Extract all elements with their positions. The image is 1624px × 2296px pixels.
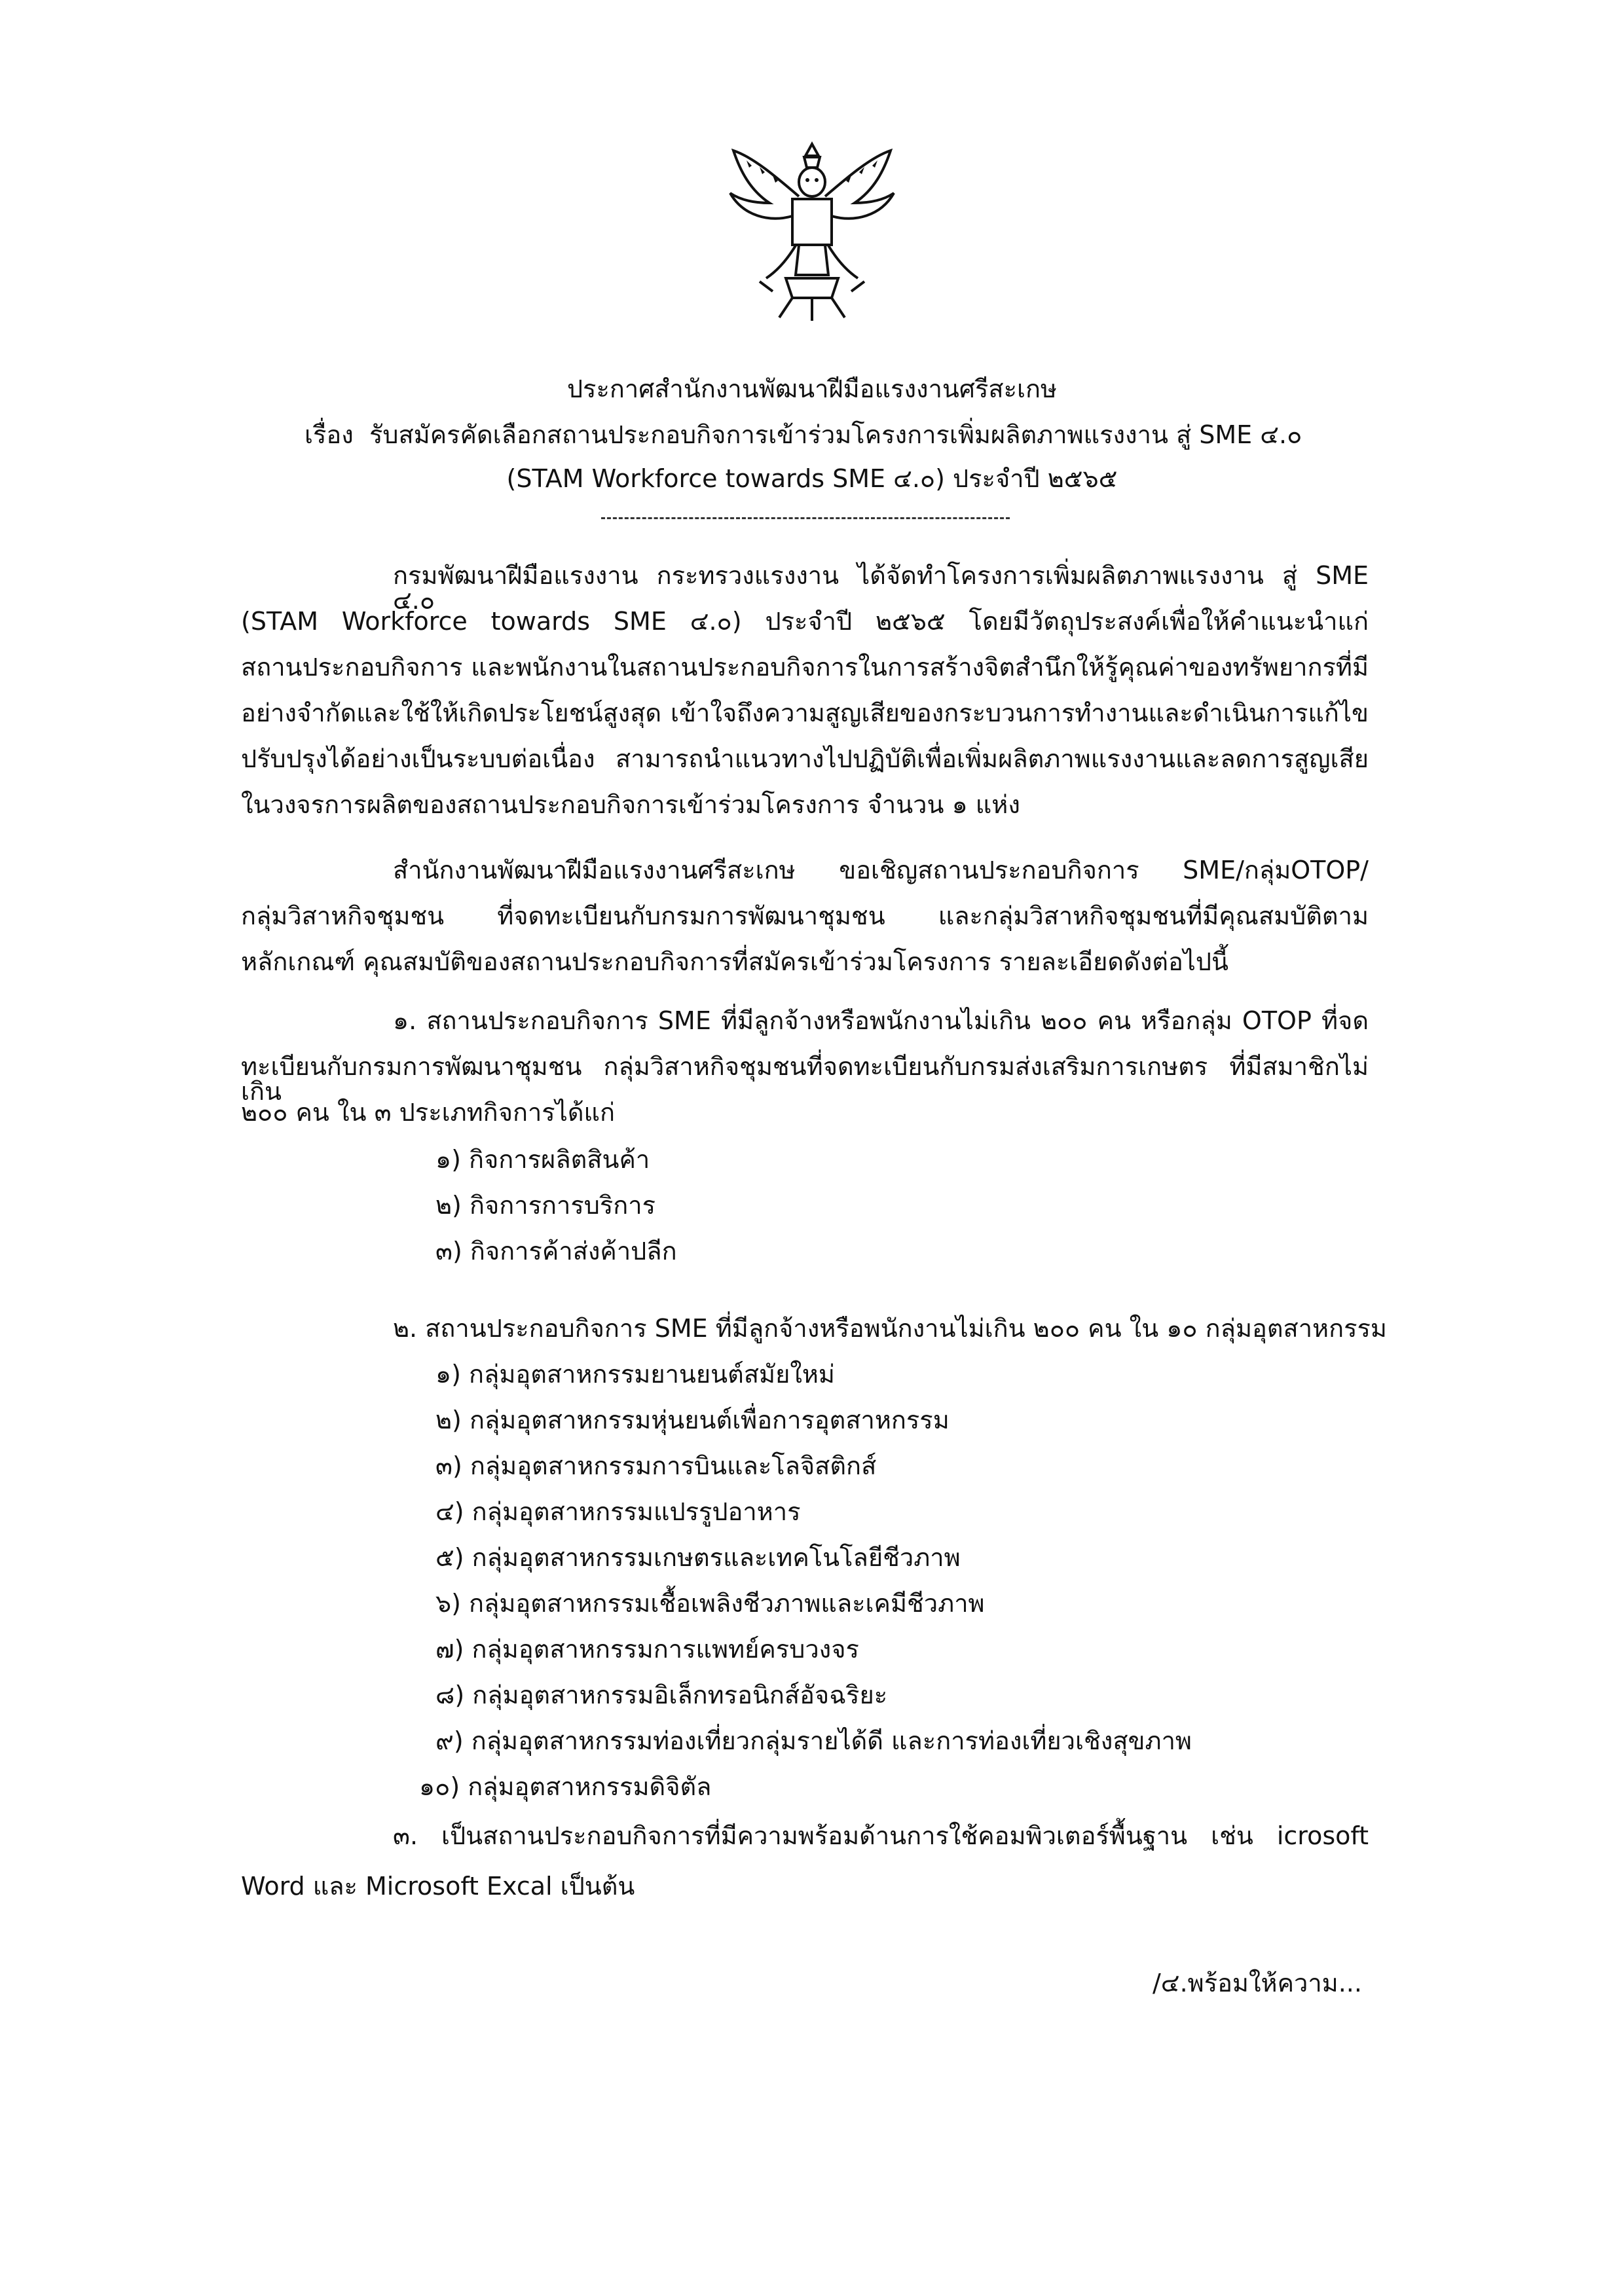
subject-text: รับสมัครคัดเลือกสถานประกอบกิจการเข้าร่วมโครงการเพิ่มผลิตภาพแรงงาน สู่ SME ๔.๐ <box>369 420 1302 449</box>
item2-sub-6: ๖) กลุ่มอุตสาหกรรมเชื้อเพลิงชีวภาพและเคมีชีวภาพ <box>435 1589 985 1618</box>
item2-sub-1: ๑) กลุ่มอุตสาหกรรมยานยนต์สมัยใหม่ <box>435 1360 835 1389</box>
para2-line2: กลุ่มวิสาหกิจชุมชน ที่จดทะเบียนกับกรมการพัฒนาชุมชน และกลุ่มวิสาหกิจชุมชนที่มีคุณสมบัติตาม <box>241 902 1369 930</box>
para1-line3: สถานประกอบกิจการ และพนักงานในสถานประกอบกิจการในการสร้างจิตสำนึกให้รู้คุณค่าของทรัพยากรที่มี <box>241 653 1369 682</box>
para1-line4: อย่างจำกัดและใช้ให้เกิดประโยชน์สูงสุด เข้าใจถึงความสูญเสียของกระบวนการทำงานและดำเนินการแก้ไข <box>241 699 1369 727</box>
item1-line2: ทะเบียนกับกรมการพัฒนาชุมชน กลุ่มวิสาหกิจชุมชนที่จดทะเบียนกับกรมส่งเสริมการเกษตร ที่มีสมาชิกไม่เกิน <box>241 1052 1369 1106</box>
subject-line <box>304 422 1302 447</box>
item2-sub-5: ๕) กลุ่มอุตสาหกรรมเกษตรและเทคโนโลยีชีวภาพ <box>435 1543 961 1572</box>
para1-line6: ในวงจรการผลิตของสถานประกอบกิจการเข้าร่วมโครงการ จำนวน ๑ แห่ง <box>241 790 1020 819</box>
garuda-emblem-icon <box>714 131 910 327</box>
item1-sub-3: ๓) กิจการค้าส่งค้าปลีก <box>435 1237 677 1266</box>
subject-prefix: เรื่อง <box>304 420 354 449</box>
item2-sub-9: ๙) กลุ่มอุตสาหกรรมท่องเที่ยวกลุ่มรายได้ดี และการท่องเที่ยวเชิงสุขภาพ <box>435 1726 1192 1755</box>
continuation-note: /๔.พร้อมให้ความ... <box>1153 1969 1362 1997</box>
item3-line2: Word และ Microsoft Excal เป็นต้น <box>241 1872 635 1901</box>
subject-line-2: (STAM Workforce towards SME ๔.๐) ประจำปี ๒๕๖๕ <box>506 464 1118 493</box>
divider <box>601 517 1010 519</box>
item1-line1: ๑. สถานประกอบกิจการ SME ที่มีลูกจ้างหรือพนักงานไม่เกิน ๒๐๐ คน หรือกลุ่ม OTOP ที่จด <box>393 1006 1369 1035</box>
item2-sub-7: ๗) กลุ่มอุตสาหกรรมการแพทย์ครบวงจร <box>435 1635 859 1664</box>
item1-sub-2: ๒) กิจการการบริการ <box>435 1191 656 1220</box>
para1-line2: (STAM Workforce towards SME ๔.๐) ประจำปี ๒๕๖๕ โดยมีวัตถุประสงค์เพื่อให้คำแนะนำแก่ <box>241 607 1369 636</box>
announcement-title: ประกาศสำนักงานพัฒนาฝีมือแรงงานศรีสะเกษ <box>566 374 1058 403</box>
para2-line1: สำนักงานพัฒนาฝีมือแรงงานศรีสะเกษ ขอเชิญสถานประกอบกิจการ SME/กลุ่มOTOP/ <box>393 856 1369 884</box>
item1-line3: ๒๐๐ คน ใน ๓ ประเภทกิจการได้แก่ <box>241 1098 616 1127</box>
item2-sub-4: ๔) กลุ่มอุตสาหกรรมแปรรูปอาหาร <box>435 1497 801 1526</box>
item2-sub-8: ๘) กลุ่มอุตสาหกรรมอิเล็กทรอนิกส์อัจฉริยะ <box>435 1681 888 1709</box>
para2-line3: หลักเกณฑ์ คุณสมบัติของสถานประกอบกิจการที่สมัครเข้าร่วมโครงการ รายละเอียดดังต่อไปนี้ <box>241 947 1228 976</box>
item2-sub-2: ๒) กลุ่มอุตสาหกรรมหุ่นยนต์เพื่อการอุตสาหกรรม <box>435 1406 950 1434</box>
item3-line1: ๓. เป็นสถานประกอบกิจการที่มีความพร้อมด้านการใช้คอมพิวเตอร์พื้นฐาน เช่น icrosoft <box>393 1821 1369 1850</box>
para1-line5: ปรับปรุงได้อย่างเป็นระบบต่อเนื่อง สามารถนำแนวทางไปปฏิบัติเพื่อเพิ่มผลิตภาพแรงงานและลดการสูญเสีย <box>241 744 1369 773</box>
item1-sub-1: ๑) กิจการผลิตสินค้า <box>435 1145 650 1174</box>
item2-line1: ๒. สถานประกอบกิจการ SME ที่มีลูกจ้างหรือพนักงานไม่เกิน ๒๐๐ คน ใน ๑๐ กลุ่มอุตสาหกรรม <box>393 1314 1387 1343</box>
item2-sub-3: ๓) กลุ่มอุตสาหกรรมการบินและโลจิสติกส์ <box>435 1451 877 1480</box>
para1-line1: กรมพัฒนาฝีมือแรงงาน กระทรวงแรงงาน ได้จัดทำโครงการเพิ่มผลิตภาพแรงงาน สู่ SME ๔.๐ <box>393 561 1369 615</box>
item2-sub-10: ๑๐) กลุ่มอุตสาหกรรมดิจิตัล <box>419 1772 712 1801</box>
